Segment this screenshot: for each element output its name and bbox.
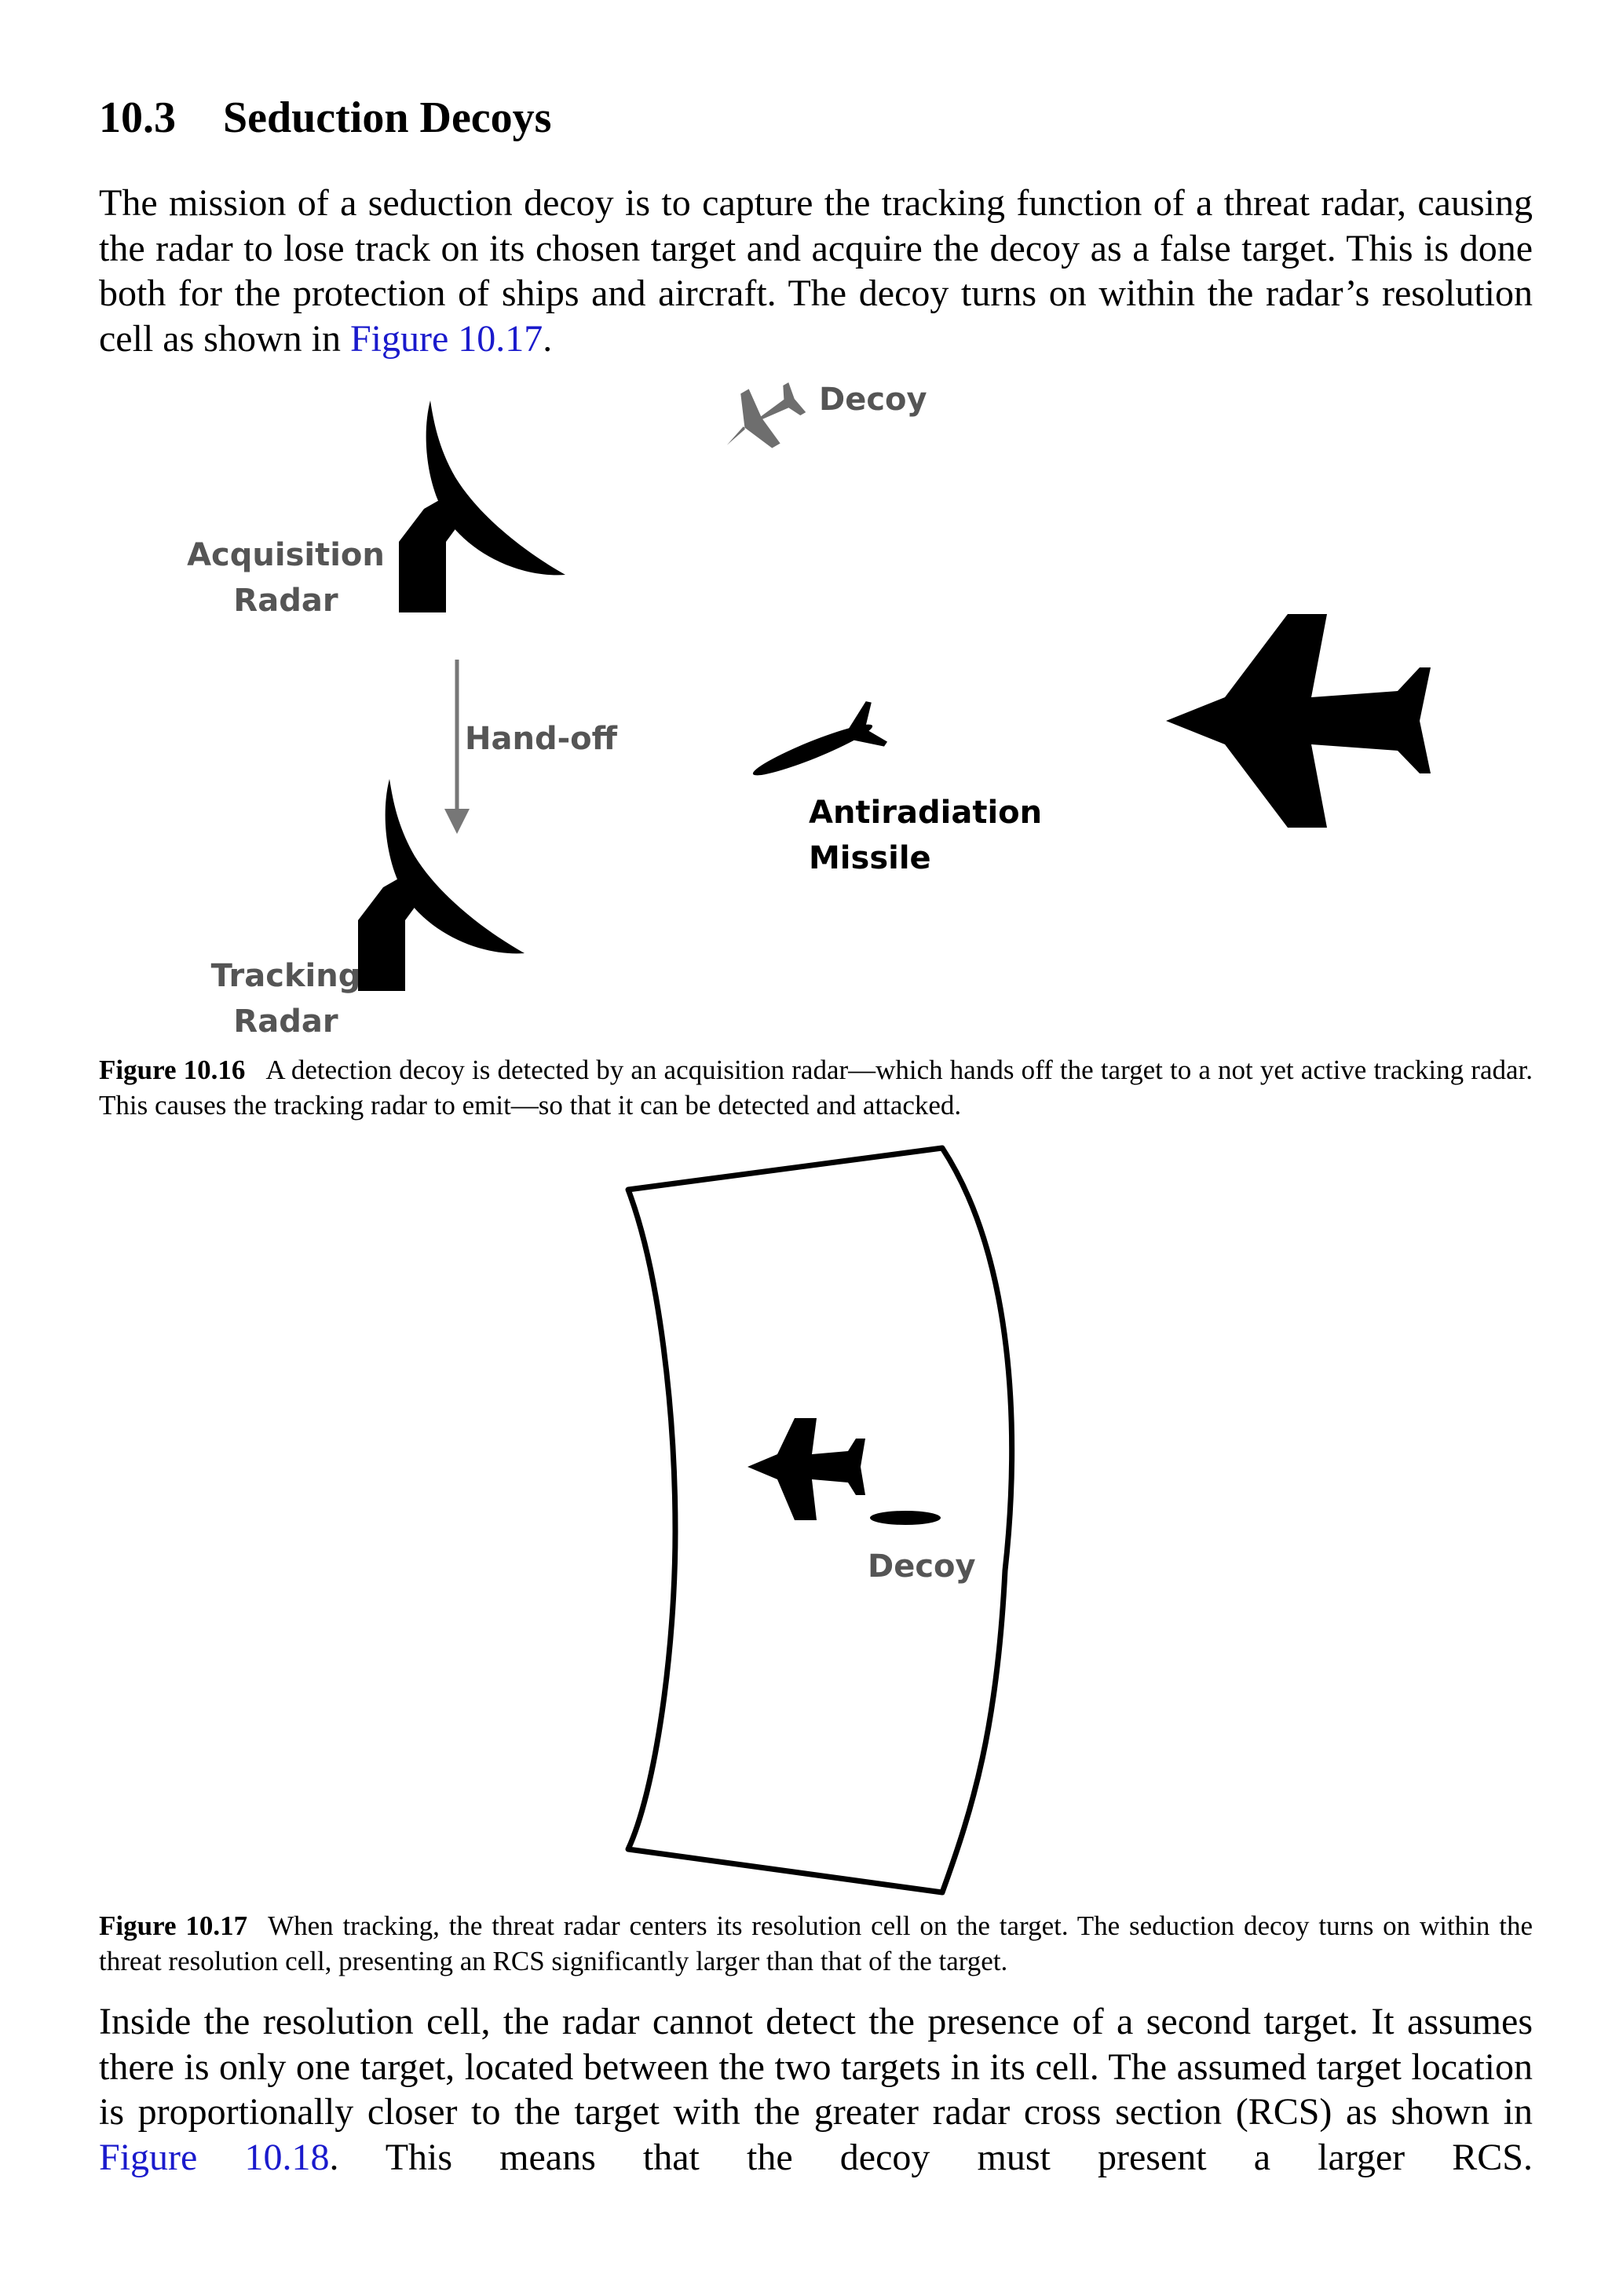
- decoy-label: Decoy: [819, 382, 927, 418]
- section-title: Seduction Decoys: [223, 93, 552, 142]
- paragraph-resolution-cell: [99, 1999, 1533, 2180]
- tracking-radar-label-line1: Tracking: [210, 958, 361, 994]
- paragraph-intro-text: The mission of a seduction decoy is to capture the tracking function of a threat radar, causing the radar to lose track on its chosen target and acquire the decoy as a false target. This is done both for the protection of ships and aircraft. The decoy turns on within the radar’s resolution cell as shown in: [99, 182, 1533, 360]
- paragraph-intro: [99, 181, 1533, 361]
- missile-label-line2: Missile: [809, 840, 931, 876]
- figure-10-16-caption: [99, 1052, 1533, 1123]
- figure-10-17-link[interactable]: Figure 10.17: [349, 317, 543, 360]
- handoff-label: Hand-off: [465, 721, 618, 757]
- figure-10-18-link[interactable]: Figure 10.18: [99, 2136, 330, 2178]
- paragraph-resolution-cell-text: Inside the resolution cell, the radar cannot detect the presence of a second target. It assumes there is only one target, located between the two targets in its cell. The assumed target location is proportionally closer to the target with the greater radar cross section (RCS) as shown in: [99, 2001, 1533, 2133]
- figure-10-16-caption-label: Figure 10.16: [99, 1055, 246, 1085]
- decoy-label: Decoy: [868, 1548, 976, 1585]
- target-aircraft-icon: [1166, 614, 1431, 828]
- missile-label-line1: Antiradiation: [809, 795, 1043, 831]
- figure-10-16-diagram: [0, 369, 1623, 1044]
- acquisition-radar-icon: [399, 400, 565, 612]
- acquisition-radar-label-line1: Acquisition: [187, 537, 385, 573]
- resolution-cell-shape: [628, 1148, 1012, 1892]
- section-heading: [99, 93, 551, 143]
- acquisition-radar-label-line2: Radar: [233, 583, 338, 619]
- antiradiation-missile-icon: [744, 700, 889, 796]
- tracking-radar-icon: [358, 779, 525, 991]
- figure-10-17-caption-label: Figure 10.17: [99, 1910, 248, 1941]
- section-number: 10.3: [99, 93, 176, 142]
- tracking-radar-label-line2: Radar: [233, 1004, 338, 1040]
- decoy-icon: [870, 1511, 941, 1525]
- paragraph-resolution-cell-end: . This means that the decoy must present a larger RCS.: [329, 2136, 1533, 2178]
- figure-10-17-caption: [99, 1908, 1533, 1979]
- decoy-aircraft-icon: [708, 370, 813, 466]
- figure-10-16-caption-text: A detection decoy is detected by an acquisition radar—which hands off the target to a not yet active tracking radar. This causes the tracking radar to emit—so that it can be detected and attacked.: [99, 1055, 1533, 1121]
- figure-10-17-caption-text: When tracking, the threat radar centers its resolution cell on the target. The seduction decoy turns on within the threat resolution cell, presenting an RCS significantly larger than that of the target.: [99, 1910, 1533, 1976]
- paragraph-intro-end: .: [543, 317, 553, 360]
- target-aircraft-icon: [748, 1418, 865, 1520]
- figure-10-17-diagram: [0, 1131, 1623, 1900]
